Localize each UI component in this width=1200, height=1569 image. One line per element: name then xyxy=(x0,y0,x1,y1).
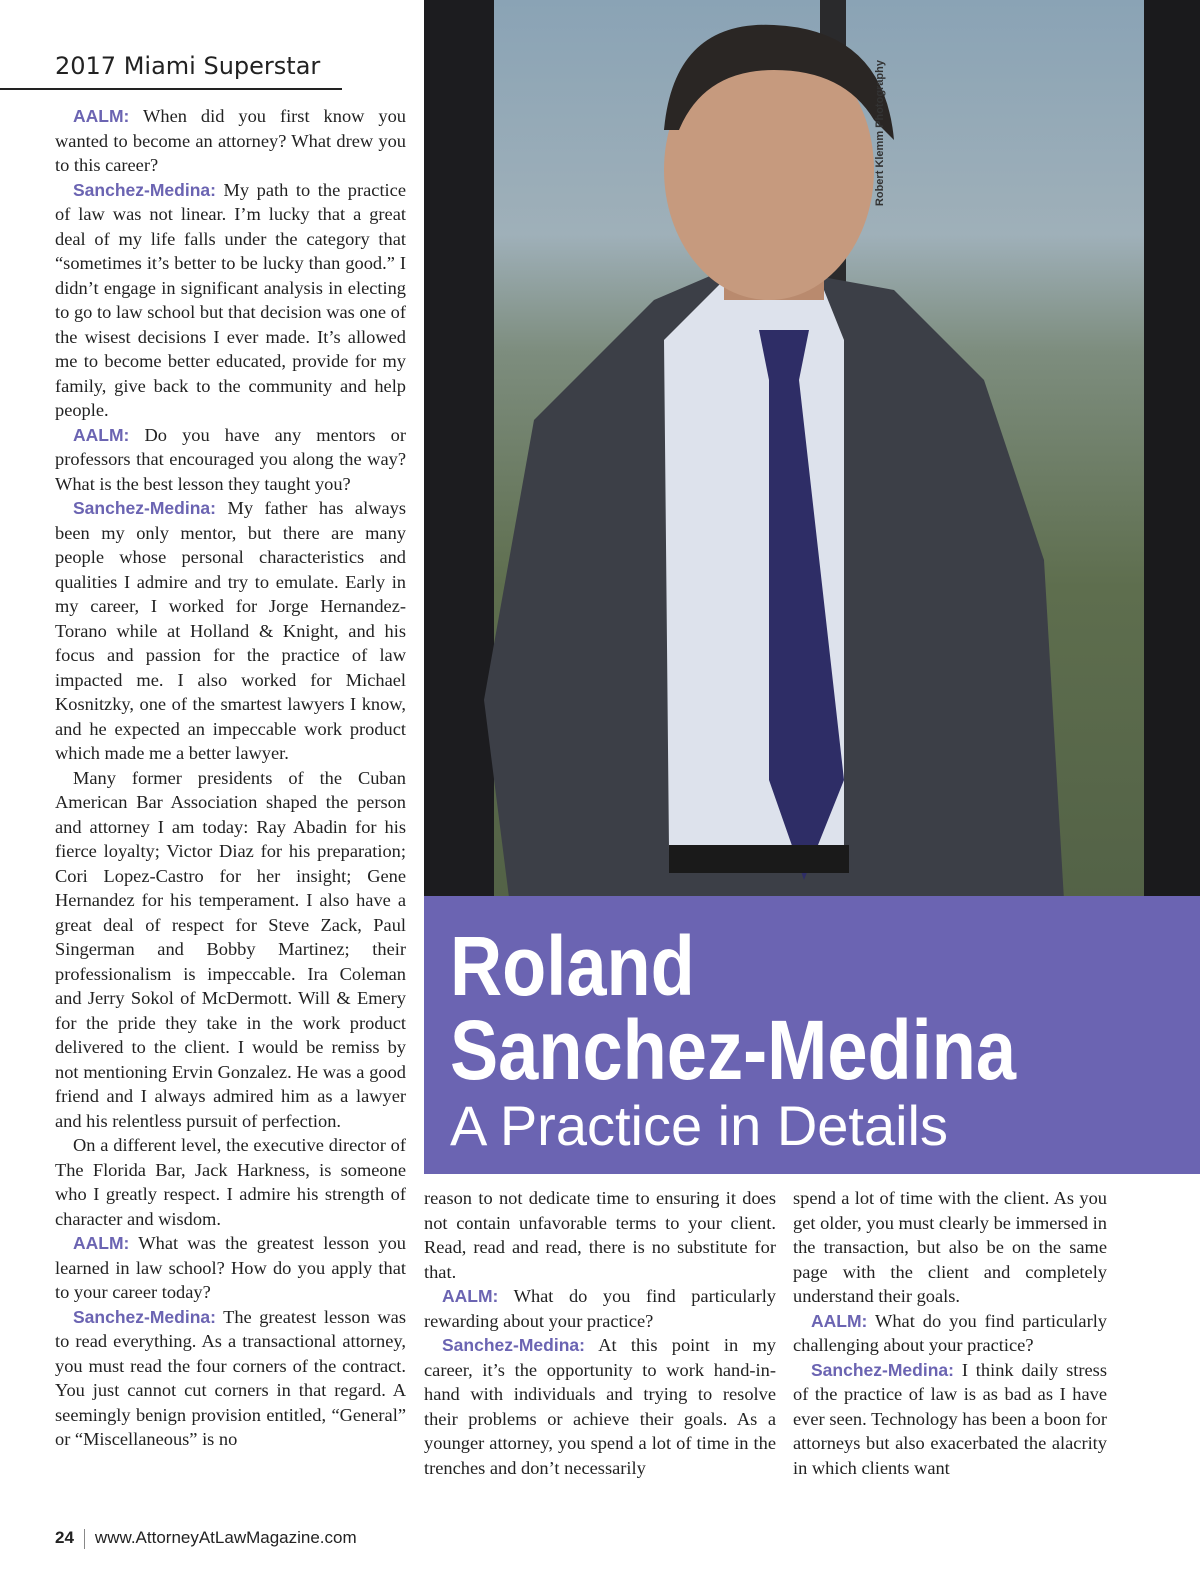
paragraph xyxy=(55,423,406,497)
headline-box xyxy=(424,896,1200,1174)
paragraph-text: Many former presidents of the Cuban American Bar Association shaped the person and attorney I am today: Ray Abadin for his fierce loyalty; Victor Diaz for his preparation; Cori Lopez-Castro for her insight; Gene Hernandez for his temperament. I also have a great deal of respect for Steve Zack, Paul Singerman and Bobby Martinez; their professionalism is impeccable. Ira Coleman and Jerry Sokol of McDermott. Will & Emery for the pride they take in the work product delivered to the client. I would be remiss by not mentioning Ervin Gonzalez. He was a good friend and I always admired him as a lawyer and his relentless pursuit of perfection. xyxy=(55,767,406,1131)
paragraph-text: Do you have any mentors or professors that encouraged you along the way? What is the best lesson they taught you? xyxy=(55,424,406,494)
paragraph xyxy=(55,1133,406,1231)
speaker-label: Sanchez-Medina: xyxy=(811,1359,954,1380)
paragraph xyxy=(55,178,406,423)
photo-credit: Robert Klemm Photography xyxy=(874,60,886,207)
paragraph xyxy=(793,1358,1107,1481)
paragraph-text: My father has always been my only mentor, but there are many people whose personal characteristics and qualities I admire and try to emulate. Early in my career, I worked for Jorge Hernandez-Torano while at Holland & Knight, and his focus and passion for the practice of law impacted me. I also worked for Michael Kosnitzky, one of the smartest lawyers I know, and he expected an impeccable work product which made me a better lawyer. xyxy=(55,498,406,763)
speaker-label: AALM: xyxy=(73,1233,130,1253)
paragraph xyxy=(793,1309,1107,1358)
headline-name-last: Sanchez-Medina xyxy=(450,1003,1017,1097)
paragraph-text: What do you find particularly rewarding about your practice? xyxy=(424,1286,776,1331)
speaker-label: AALM: xyxy=(811,1310,868,1331)
footer-url[interactable]: www.AttorneyAtLawMagazine.com xyxy=(94,1528,357,1547)
speaker-label: Sanchez-Medina: xyxy=(73,1306,216,1327)
footer-divider xyxy=(84,1529,85,1549)
section-title-text: 2017 Miami Superstar xyxy=(55,52,321,80)
paragraph-text: At this point in my career, it’s the opportunity to work hand-in-hand with individuals and trying to resolve their problems or achieve their goals. As a younger attorney, you spend a lot of time in the trenches and don’t necessarily xyxy=(424,1335,776,1478)
paragraph-text: My path to the practice of law was not linear. I’m lucky that a great deal of my life falls under the category that “sometimes it’s better to be lucky than good.” I didn’t engage in significant analysis in electing to go to law school but that decision was one of the wisest decisions I ever made. It’s allowed me to become better educated, provide for my family, give back to the community and help people. xyxy=(55,179,406,420)
page-number: 24 xyxy=(55,1528,74,1547)
page-footer xyxy=(55,1528,357,1549)
headline-name-first: Roland xyxy=(450,919,695,1013)
paragraph xyxy=(55,1231,406,1305)
paragraph-text: reason to not dedicate time to ensuring it does not contain unfavorable terms to your client. Read, read and read, there is no substitute for that. xyxy=(424,1188,776,1282)
speaker-label: Sanchez-Medina: xyxy=(442,1335,585,1355)
speaker-label: AALM: xyxy=(73,106,130,126)
paragraph xyxy=(424,1333,776,1480)
text-column-3 xyxy=(793,1186,1107,1480)
speaker-label: Sanchez-Medina: xyxy=(73,498,216,518)
paragraph xyxy=(55,104,406,178)
paragraph-text: When did you first know you wanted to become an attorney? What drew you to this career? xyxy=(55,106,406,175)
paragraph-text: What do you find particularly challenging about your practice? xyxy=(793,1310,1107,1355)
paragraph-text: spend a lot of time with the client. As you get older, you must clearly be immersed in the transaction, but also be on the same page with the client and completely understand their goals. xyxy=(793,1188,1107,1306)
paragraph xyxy=(424,1284,776,1333)
paragraph xyxy=(55,766,406,1134)
text-column-1 xyxy=(55,104,406,1452)
speaker-label: AALM: xyxy=(73,424,130,445)
paragraph-text: What was the greatest lesson you learned in law school? How do you apply that to your career today? xyxy=(55,1233,406,1302)
text-column-2 xyxy=(424,1186,776,1480)
paragraph xyxy=(424,1186,776,1284)
paragraph-text: The greatest lesson was to read everything. As a transactional attorney, you must read the four corners of the contract. You just cannot cut corners in that regard. A seemingly benign provision entitled, “General” or “Miscellaneous” is no xyxy=(55,1306,406,1449)
paragraph-text: I think daily stress of the practice of law is as bad as I have ever seen. Technology has been a boon for attorneys but also exacerbated the alacrity in which clients want xyxy=(793,1359,1107,1478)
section-title xyxy=(0,48,342,90)
paragraph xyxy=(793,1186,1107,1309)
headline-subtitle: A Practice in Details xyxy=(450,1094,948,1157)
paragraph xyxy=(55,1305,406,1452)
paragraph xyxy=(55,496,406,766)
speaker-label: AALM: xyxy=(442,1286,499,1306)
paragraph-text: On a different level, the executive director of The Florida Bar, Jack Harkness, is someone who I greatly respect. I admire his strength of character and wisdom. xyxy=(55,1135,406,1229)
speaker-label: Sanchez-Medina: xyxy=(73,179,216,200)
